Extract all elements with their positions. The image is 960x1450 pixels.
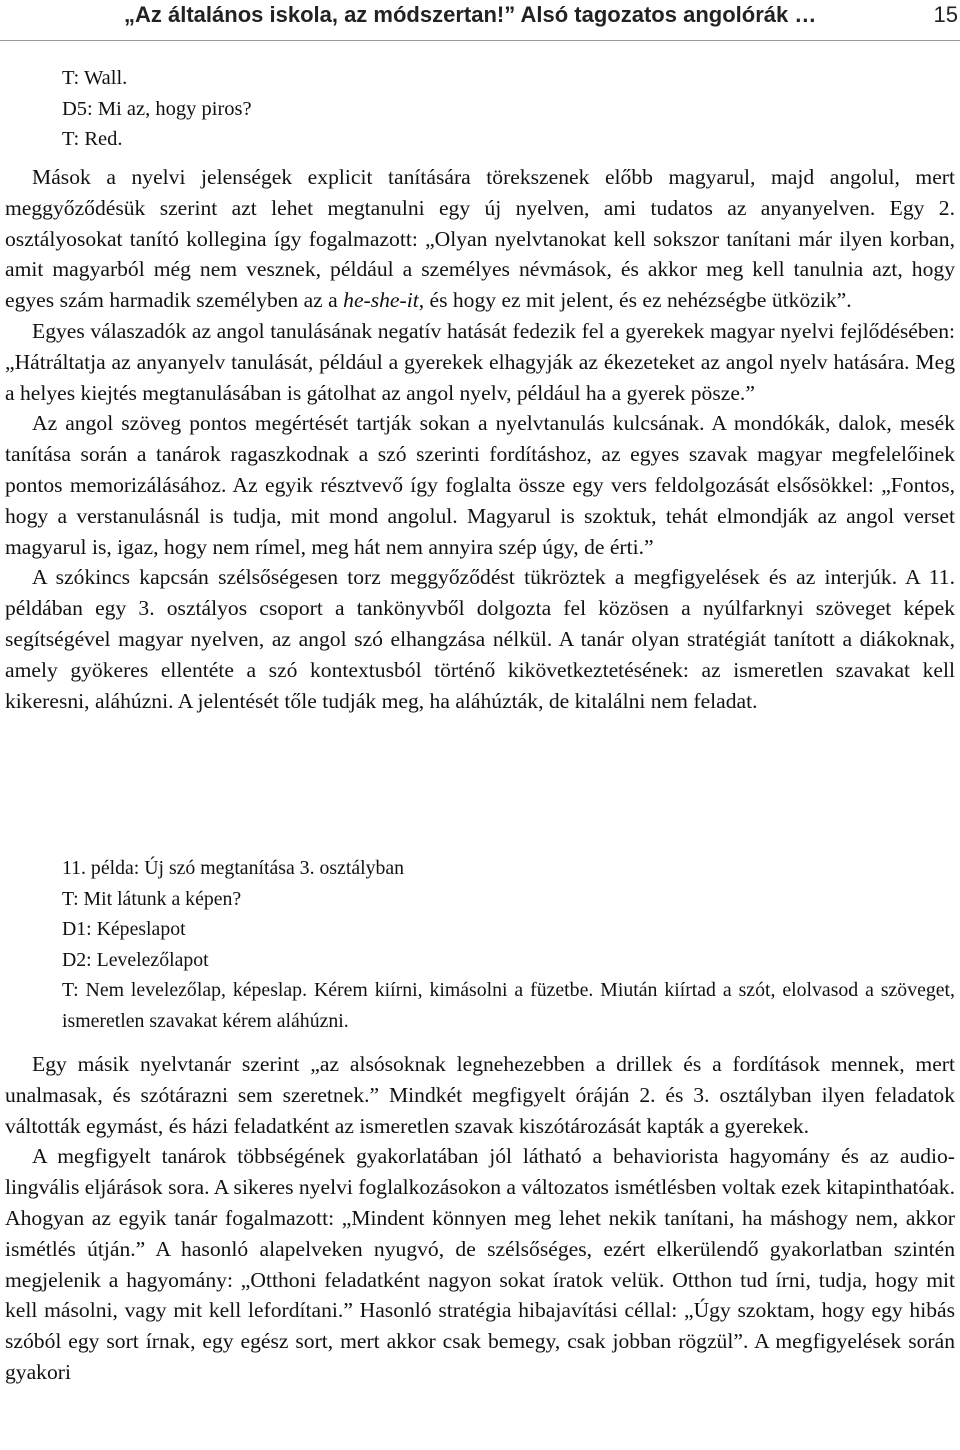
paragraph: Egyes válaszadók az angol tanulásának negatív hatását fedezik fel a gyerekek magyar nyelvi fejlődésében: „Hátráltatja az anyanyelv tanulását, például a gyerekek elhagyják az ékezeteket az angol nyelv hatására. Meg a helyes kiejtés megtanulásában is gátolhat az angol nyelv, például ha a gyerek pösze.”: [5, 318, 955, 405]
paragraph-text: , és hogy ez mit jelent, és ez nehézségbe ütközik”.: [418, 288, 852, 313]
example-line: T: Mit látunk a képen?: [62, 887, 242, 910]
dialog-line: T: Wall.: [62, 67, 128, 89]
body-text-upper: [5, 162, 955, 716]
emphasis-text: he-she-it: [343, 288, 419, 313]
paragraph: A szókincs kapcsán szélsőségesen torz meggyőződést tükröztek a megfigyelések és az interjúk. A 11. példában egy 3. osztályos csoport a tankönyvből dolgozta fel közösen a nyúlfarknyi szöveget képek segítségével magyar nyelven, az angol szó elhangzása nélkül. A tanár olyan stratégiát tanított a diákoknak, amely gyökeres ellentéte a szó kontextusból történő kikövetkeztetésének: az ismeretlen szavakat kell kikeresni, aláhúzni. A jelentését tőle tudják meg, ha aláhúzták, de kitalálni nem feladat.: [5, 565, 955, 713]
example-line: D2: Levelezőlapot: [62, 948, 209, 971]
paragraph: A megfigyelt tanárok többségének gyakorlatában jól látható a behaviorista hagyomány és az audio-lingvális eljárások sora. A sikeres nyelvi foglalkozásokon a változatos ismétlésben voltak ezek kitapinthatóak. Ahogyan az egyik tanár fogalmazott: „Mindent könnyen meg lehet nekik tanítani, ha máshogy nem, akkor ismétlés útján.” A hasonló alapelveken nyugvó, de szélsőséges, ezért elkerülendő gyakorlatban szintén megjelenik a hagyomány: „Otthoni feladatként nagyon sokat íratok velük. Otthon tud írni, tudja, hogy mit kell másolni, vagy mit kell lefordítani.” Hasonló stratégia hibajavítási céllal: „Úgy szoktam, hogy egy hibás szóból egy sort írnak, egy egész sort, mert akkor csak bemegy, csak jobban rögzül”. A megfigyelések során gyakori: [5, 1144, 955, 1384]
running-title: „Az általános iskola, az módszertan!” Alsó tagozatos angolórák …: [124, 2, 817, 27]
dialog-line: T: Red.: [62, 128, 123, 150]
example-line: D1: Képeslapot: [62, 918, 186, 940]
paragraph: Az angol szöveg pontos megértését tartják sokan a nyelvtanulás kulcsának. A mondókák, dalok, mesék tanítása során a tanárok ragaszkodnak a szó szerinti fordításhoz, az egyes szavak magyar megfelelőinek pontos memorizálásához. Az egyik résztvevő így foglalta össze egy vers feldolgozását elsősökkel: „Fontos, hogy a verstanulásnál is tudja, mit mond angolul. Magyarul is szoktuk, tehát elmondják az angol verset magyarul is, igaz, hogy nem rímel, meg hát nem annyira szép úgy, de érti.”: [5, 411, 955, 559]
dialog-line: D5: Mi az, hogy piros?: [62, 98, 252, 120]
paragraph-text: Mások a nyelvi jelenségek explicit tanítására törekszenek előbb magyarul, majd angolul, mert meggyőződésük szerint azt lehet megtanulni egy új nyelven, ami tudatos az anyanyelven. Egy 2. osztályosokat tanító kollegina így fogalmazott: „Olyan nyelvtanokat kell sokszor tanítani már ilyen korban, amit magyarból még nem vesznek, például a személyes névmások, és akkor meg kell tanulnia azt, hogy egyes szám harmadik személyben az a: [5, 165, 955, 313]
paragraph: Egy másik nyelvtanár szerint „az alsósoknak legnehezebben a drillek és a fordítások mennek, mert unalmasak, és szótárazni sem szeretnek.” Mindkét megfigyelt óráján 2. és 3. osztályban ilyen feladatok váltották egymást, és házi feladatként az ismeretlen szavak kiszótározását kapták a gyerekek.: [5, 1052, 955, 1138]
paragraph: [5, 162, 955, 316]
example-title: 11. példa: Új szó megtanítása 3. osztályban: [62, 857, 405, 879]
running-header: [0, 0, 960, 41]
body-text-lower: [5, 1049, 955, 1388]
page-number: 15: [933, 2, 958, 27]
example-block: [62, 853, 955, 1036]
example-line: T: Nem levelezőlap, képeslap. Kérem kiírni, kimásolni a füzetbe. Miután kiírtad a szót, elolvasod a szöveget, ismeretlen szavakat kérem aláhúzni.: [62, 979, 955, 1032]
